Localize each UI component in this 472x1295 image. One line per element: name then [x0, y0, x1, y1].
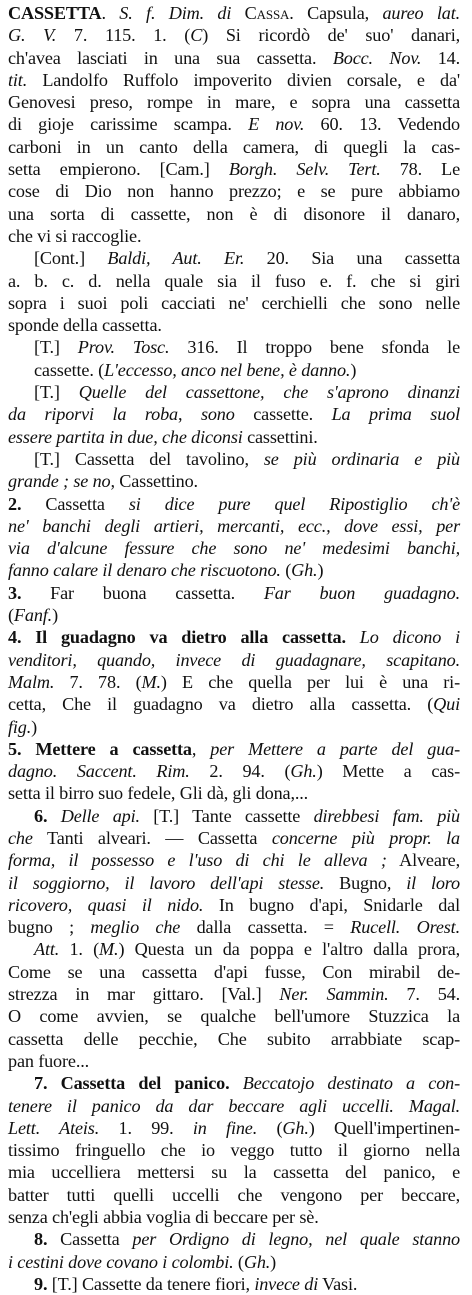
entry-line — [8, 180, 460, 202]
entry-text-run: , — [177, 404, 201, 425]
entry-line — [8, 1050, 460, 1072]
entry-line — [8, 716, 460, 738]
entry-line — [8, 1161, 460, 1183]
entry-text-run: La prima suol — [331, 404, 461, 425]
entry-line — [8, 158, 460, 180]
entry-line — [8, 671, 460, 693]
entry-text-run: Delle api. — [60, 805, 140, 826]
entry-text-run: Rucell. Orest. — [350, 917, 460, 938]
entry-line — [8, 91, 460, 113]
entry-text-run: fanno calare il denaro che riscuotono. — [8, 560, 281, 581]
entry-text-run: 5. Mettere a cassetta — [8, 738, 192, 759]
entry-text-run: , — [191, 738, 211, 759]
entry-text-run: 78. Le — [380, 159, 460, 180]
entry-text-run: Come se una cassetta d'api fusse, Con mirabil de- — [8, 961, 460, 982]
entry-text-run: 3. — [8, 582, 22, 603]
entry-text-run: Vasi. — [318, 1273, 358, 1294]
entry-text-run: Qui — [433, 694, 460, 715]
entry-text-run: per Mettere a parte del gua- — [210, 738, 460, 759]
entry-text-run: Malm. — [8, 671, 55, 692]
entry-line — [8, 827, 460, 849]
entry-text-run: a. b. c. d. nella quale sia il fuso e. f. che si giri — [8, 270, 460, 291]
entry-line — [8, 1206, 460, 1228]
entry-text-run: ) E che quella per lui è una ri- — [160, 671, 460, 692]
entry-text-run: 1. 99. — [99, 1117, 193, 1138]
entry-text-run: 1. ( — [59, 939, 100, 960]
entry-text-run: ricovero, quasi il nido. — [8, 894, 204, 915]
entry-line — [8, 1228, 460, 1250]
entry-line — [8, 69, 460, 91]
entry-line — [8, 448, 460, 470]
entry-text-run: Prov. Tosc. — [77, 337, 170, 358]
entry-line — [8, 872, 460, 894]
entry-text-run: 6. — [34, 805, 48, 826]
entry-text-run: L'eccesso, anco nel bene, è danno. — [104, 359, 351, 380]
entry-text-run: M. — [141, 671, 161, 692]
entry-text-run: Bugno, — [324, 872, 407, 893]
entry-text-run: Cassettino. — [114, 471, 198, 492]
entry-line — [8, 359, 460, 381]
entry-text-run: CASSETTA — [8, 3, 102, 23]
entry-text-run: Ner. Sammin. — [279, 984, 389, 1005]
entry-text-run: strezza in mar gittaro. [Val.] — [8, 984, 280, 1005]
entry-text-run: Att. — [34, 939, 60, 960]
entry-line — [8, 894, 460, 916]
entry-line — [8, 113, 460, 135]
entry-line — [8, 604, 460, 626]
entry-text-run: dalla cassetta. = — [180, 917, 351, 938]
entry-line — [8, 1184, 460, 1206]
entry-text-run: G. V. — [8, 25, 57, 46]
entry-text-run: Cassetta — [21, 493, 129, 514]
entry-text-run: [T.] Cassetta del tavolino, — [34, 448, 264, 469]
entry-text-run: aureo lat. — [382, 3, 460, 23]
entry-text-run: setta empierono. [Cam.] — [8, 159, 229, 180]
entry-text-run: sponde della cassetta. — [8, 315, 162, 336]
entry-line — [8, 1117, 460, 1139]
entry-line — [8, 515, 460, 537]
entry-line — [8, 1028, 460, 1050]
entry-line — [8, 2, 460, 24]
entry-text-run: setta il birro suo fedele, Gli dà, gli dona,... — [8, 783, 309, 804]
entry-text-run: In bugno d'api, Snidarle dal — [203, 894, 460, 915]
entry-text-run: il loro — [406, 872, 460, 893]
entry-line — [8, 582, 460, 604]
entry-text-run: pan fuore... — [8, 1050, 90, 1071]
entry-line — [8, 1095, 460, 1117]
entry-line — [8, 203, 460, 225]
entry-text-run: cassetta delle pecchie, Che subito arrabbiate scap- — [8, 1028, 460, 1049]
entry-text-run: 7. 115. 1. ( — [56, 25, 191, 46]
entry-text-run: Gh. — [290, 761, 317, 782]
entry-line — [8, 493, 460, 515]
entry-text-run: 20. Sia una cassetta — [244, 248, 460, 269]
entry-line — [8, 1273, 460, 1295]
entry-line — [8, 247, 460, 269]
entry-text-run: cose di Dio non hanno prezzo; e se pure abbiamo — [8, 181, 460, 202]
entry-text-run: una sorta di cassette, non è di disonore il danaro, — [8, 203, 460, 224]
entry-line — [8, 1251, 460, 1273]
entry-text-run: sopra i suoi poli cacciati ne' cerchielli che sono nelle — [8, 292, 460, 313]
entry-text-run: [T.] — [34, 337, 78, 358]
entry-line — [8, 336, 460, 358]
entry-line — [8, 849, 460, 871]
entry-text-run: essere partita in due, che diconsi — [8, 426, 243, 447]
entry-line — [8, 1005, 460, 1027]
entry-text-run: Gh. — [291, 560, 318, 581]
entry-text-run: meglio che — [90, 917, 181, 938]
entry-line — [8, 961, 460, 983]
entry-text-run: grande ; se no, — [8, 471, 115, 492]
entry-text-run: Gh. — [243, 1251, 271, 1272]
entry-text-run: ) Mette a cas- — [316, 761, 460, 782]
entry-text-run: Alveare, — [386, 850, 460, 871]
entry-line — [8, 559, 460, 581]
entry-text-run: 14. — [421, 47, 461, 68]
entry-text-run: [T.] Tante cassette — [139, 805, 314, 826]
entry-text-run: ) — [52, 605, 58, 626]
entry-line — [8, 916, 460, 938]
entry-text-run: cassette. — [234, 404, 332, 425]
entry-text-run: mia uccelliera mettersi su la cassetta del panico, e — [8, 1162, 460, 1183]
entry-text-run: sono — [200, 404, 235, 425]
entry-text-run: ) Si ricordò de' suo' danari, — [202, 25, 460, 46]
entry-text-run: [T.] — [34, 382, 79, 403]
entry-line — [8, 314, 460, 336]
entry-text-run: tissimo fringuello che io veggo tutto il giorno nella — [8, 1140, 460, 1161]
entry-text-run: ( — [233, 1251, 244, 1272]
entry-line — [8, 649, 460, 671]
entry-text-run: che — [8, 827, 33, 848]
entry-text-run: Borgh. Selv. Tert. — [228, 159, 381, 180]
entry-text-run: i cestini dove covano i colombi. — [8, 1251, 234, 1272]
entry-text-run: 60. 13. Vedendo — [304, 114, 461, 135]
entry-text-run: Genovesi preso, rompe in mare, e sopra una cassetta — [8, 92, 460, 113]
entry-text-run: via d'alcune fessure che sono ne' medesimi banchi, — [8, 538, 460, 559]
entry-text-run: 7. 78. ( — [54, 671, 142, 692]
entry-text-run: ( — [280, 560, 292, 581]
entry-line — [8, 983, 460, 1005]
entry-text-run: venditori, quando, invece di guadagnare, scapitano. — [8, 649, 460, 670]
entry-text-run: 9. — [34, 1273, 48, 1294]
entry-text-run: [T.] Cassette da tenere fiori, — [47, 1273, 255, 1294]
entry-line — [8, 225, 460, 247]
entry-text-run: 8. — [34, 1229, 48, 1250]
entry-text-run: 316. Il troppo bene sfonda le — [169, 337, 460, 358]
entry-text-run: fig. — [8, 716, 32, 737]
entry-line — [8, 403, 460, 425]
entry-text-run: senza ch'egli abbia voglia di beccare per sè. — [8, 1207, 319, 1228]
entry-line — [8, 270, 460, 292]
entry-text-run — [346, 627, 360, 647]
entry-text-run: ) — [317, 560, 324, 581]
entry-text-run: [Cont.] — [34, 248, 108, 269]
entry-line — [8, 470, 460, 492]
entry-text-run: ) Quell'impertinen- — [308, 1117, 460, 1138]
entry-text-run: ( — [257, 1117, 283, 1138]
entry-line — [8, 426, 460, 448]
entry-text-run: C — [190, 25, 203, 46]
entry-text-run: in fine. — [192, 1117, 258, 1138]
entry-text-run: da riporvi la roba — [8, 404, 178, 425]
entry-line — [8, 693, 460, 715]
entry-text-run: Lo dicono i — [359, 627, 460, 648]
entry-text-run: Baldi, Aut. Er. — [107, 248, 245, 269]
entry-text-run: ( — [8, 605, 14, 626]
entry-text-run: . Capsula, — [289, 3, 383, 23]
entry-line — [8, 136, 460, 158]
entry-text-run: Quelle del cassettone, che s'aprono dinanzi — [78, 382, 460, 403]
entry-line — [8, 1139, 460, 1161]
entry-text-run: direbbesi fam. più — [313, 805, 460, 826]
entry-text-run: M. — [99, 939, 119, 960]
entry-text-run: Gh. — [282, 1117, 309, 1138]
entry-text-run — [47, 806, 60, 826]
entry-line — [8, 738, 460, 760]
entry-text-run: ) — [31, 716, 38, 737]
entry-line — [8, 1072, 460, 1094]
entry-line — [8, 537, 460, 559]
entry-text-run: Cassa — [244, 3, 290, 23]
entry-text-run: E nov. — [248, 114, 305, 135]
entry-text-run: bugno ; — [8, 917, 91, 938]
entry-line — [8, 292, 460, 314]
entry-line — [8, 760, 460, 782]
entry-line — [8, 47, 460, 69]
entry-text-run: cetta, Che il guadagno va dietro alla cassetta. ( — [8, 694, 434, 715]
dictionary-entry-cassetta — [8, 2, 460, 1295]
entry-text-run: Cassetta — [47, 1229, 133, 1250]
entry-text-run: concerne più propr. la — [271, 827, 460, 848]
entry-text-run: il soggiorno, il lavoro dell'api stesse. — [8, 872, 325, 893]
entry-line — [8, 805, 460, 827]
entry-text-run: 7. 54. — [388, 984, 460, 1005]
entry-text-run: Far buona cassetta. — [21, 582, 264, 603]
entry-text-run: ch'avea lasciati in una sua cassetta. — [8, 47, 333, 68]
entry-line — [8, 381, 460, 403]
entry-text-run: carboni in un canto della camera, di quegli la cas- — [8, 136, 460, 157]
entry-line — [8, 24, 460, 46]
entry-line — [8, 782, 460, 804]
entry-text-run: di gioje carissime scampa. — [8, 114, 249, 135]
entry-text-run: Bocc. Nov. — [332, 47, 422, 68]
entry-text-run: ) — [350, 359, 357, 380]
entry-text-run: cassettini. — [242, 426, 318, 447]
entry-text-run: tenere il panico da dar beccare agli uccelli. Magal. — [8, 1095, 460, 1116]
entry-line — [8, 626, 460, 648]
entry-text-run: Far buon guadagno. — [263, 582, 460, 603]
entry-text-run: dagno. Saccent. Rim. — [8, 761, 190, 782]
entry-text-run: invece di — [254, 1273, 319, 1294]
entry-text-run: Beccatojo destinato a con- — [242, 1073, 460, 1094]
entry-text-run: cassette. ( — [34, 359, 105, 380]
entry-text-run: Tanti alveari. — Cassetta — [32, 827, 272, 848]
entry-text-run: se più ordinaria e più — [263, 448, 460, 469]
entry-text-run: forma, il possesso e l'uso di chi le alleva ; — [8, 850, 387, 871]
entry-text-run: si dice pure quel Ripostiglio ch'è — [128, 493, 460, 514]
entry-text-run: 2. 94. ( — [189, 761, 291, 782]
entry-text-run: batter tutti quelli uccelli che vengono per beccare, — [8, 1184, 460, 1205]
entry-text-run: S. f. Dim. di — [119, 3, 245, 23]
entry-text-run: 7. Cassetta del panico. — [34, 1073, 230, 1094]
entry-text-run: per Ordigno di legno, nel quale stanno — [132, 1229, 460, 1250]
entry-text-run: tit. — [8, 69, 28, 90]
entry-text-run: . — [101, 3, 120, 23]
entry-text-run: 4. Il guadagno va dietro alla cassetta. — [8, 627, 346, 648]
entry-text-run: Landolfo Ruffolo impoverito divien corsale, e da' — [27, 69, 460, 90]
entry-text-run: ) Questa un da poppa e l'altro dalla prora, — [118, 939, 460, 960]
entry-text-run: che vi si raccoglie. — [8, 225, 142, 246]
entry-text-run: O come avvien, se qualche bell'umore Stuzzica la — [8, 1006, 460, 1027]
entry-line — [8, 938, 460, 960]
entry-text-run — [229, 1073, 242, 1093]
entry-text-run: ) — [270, 1251, 277, 1272]
entry-text-run: 2. — [8, 493, 22, 514]
entry-text-run: ne' banchi degli artieri, mercanti, ecc., dove essi, per — [8, 515, 460, 536]
entry-text-run: Lett. Ateis. — [8, 1117, 100, 1138]
entry-text-run: Fanf. — [13, 605, 53, 626]
